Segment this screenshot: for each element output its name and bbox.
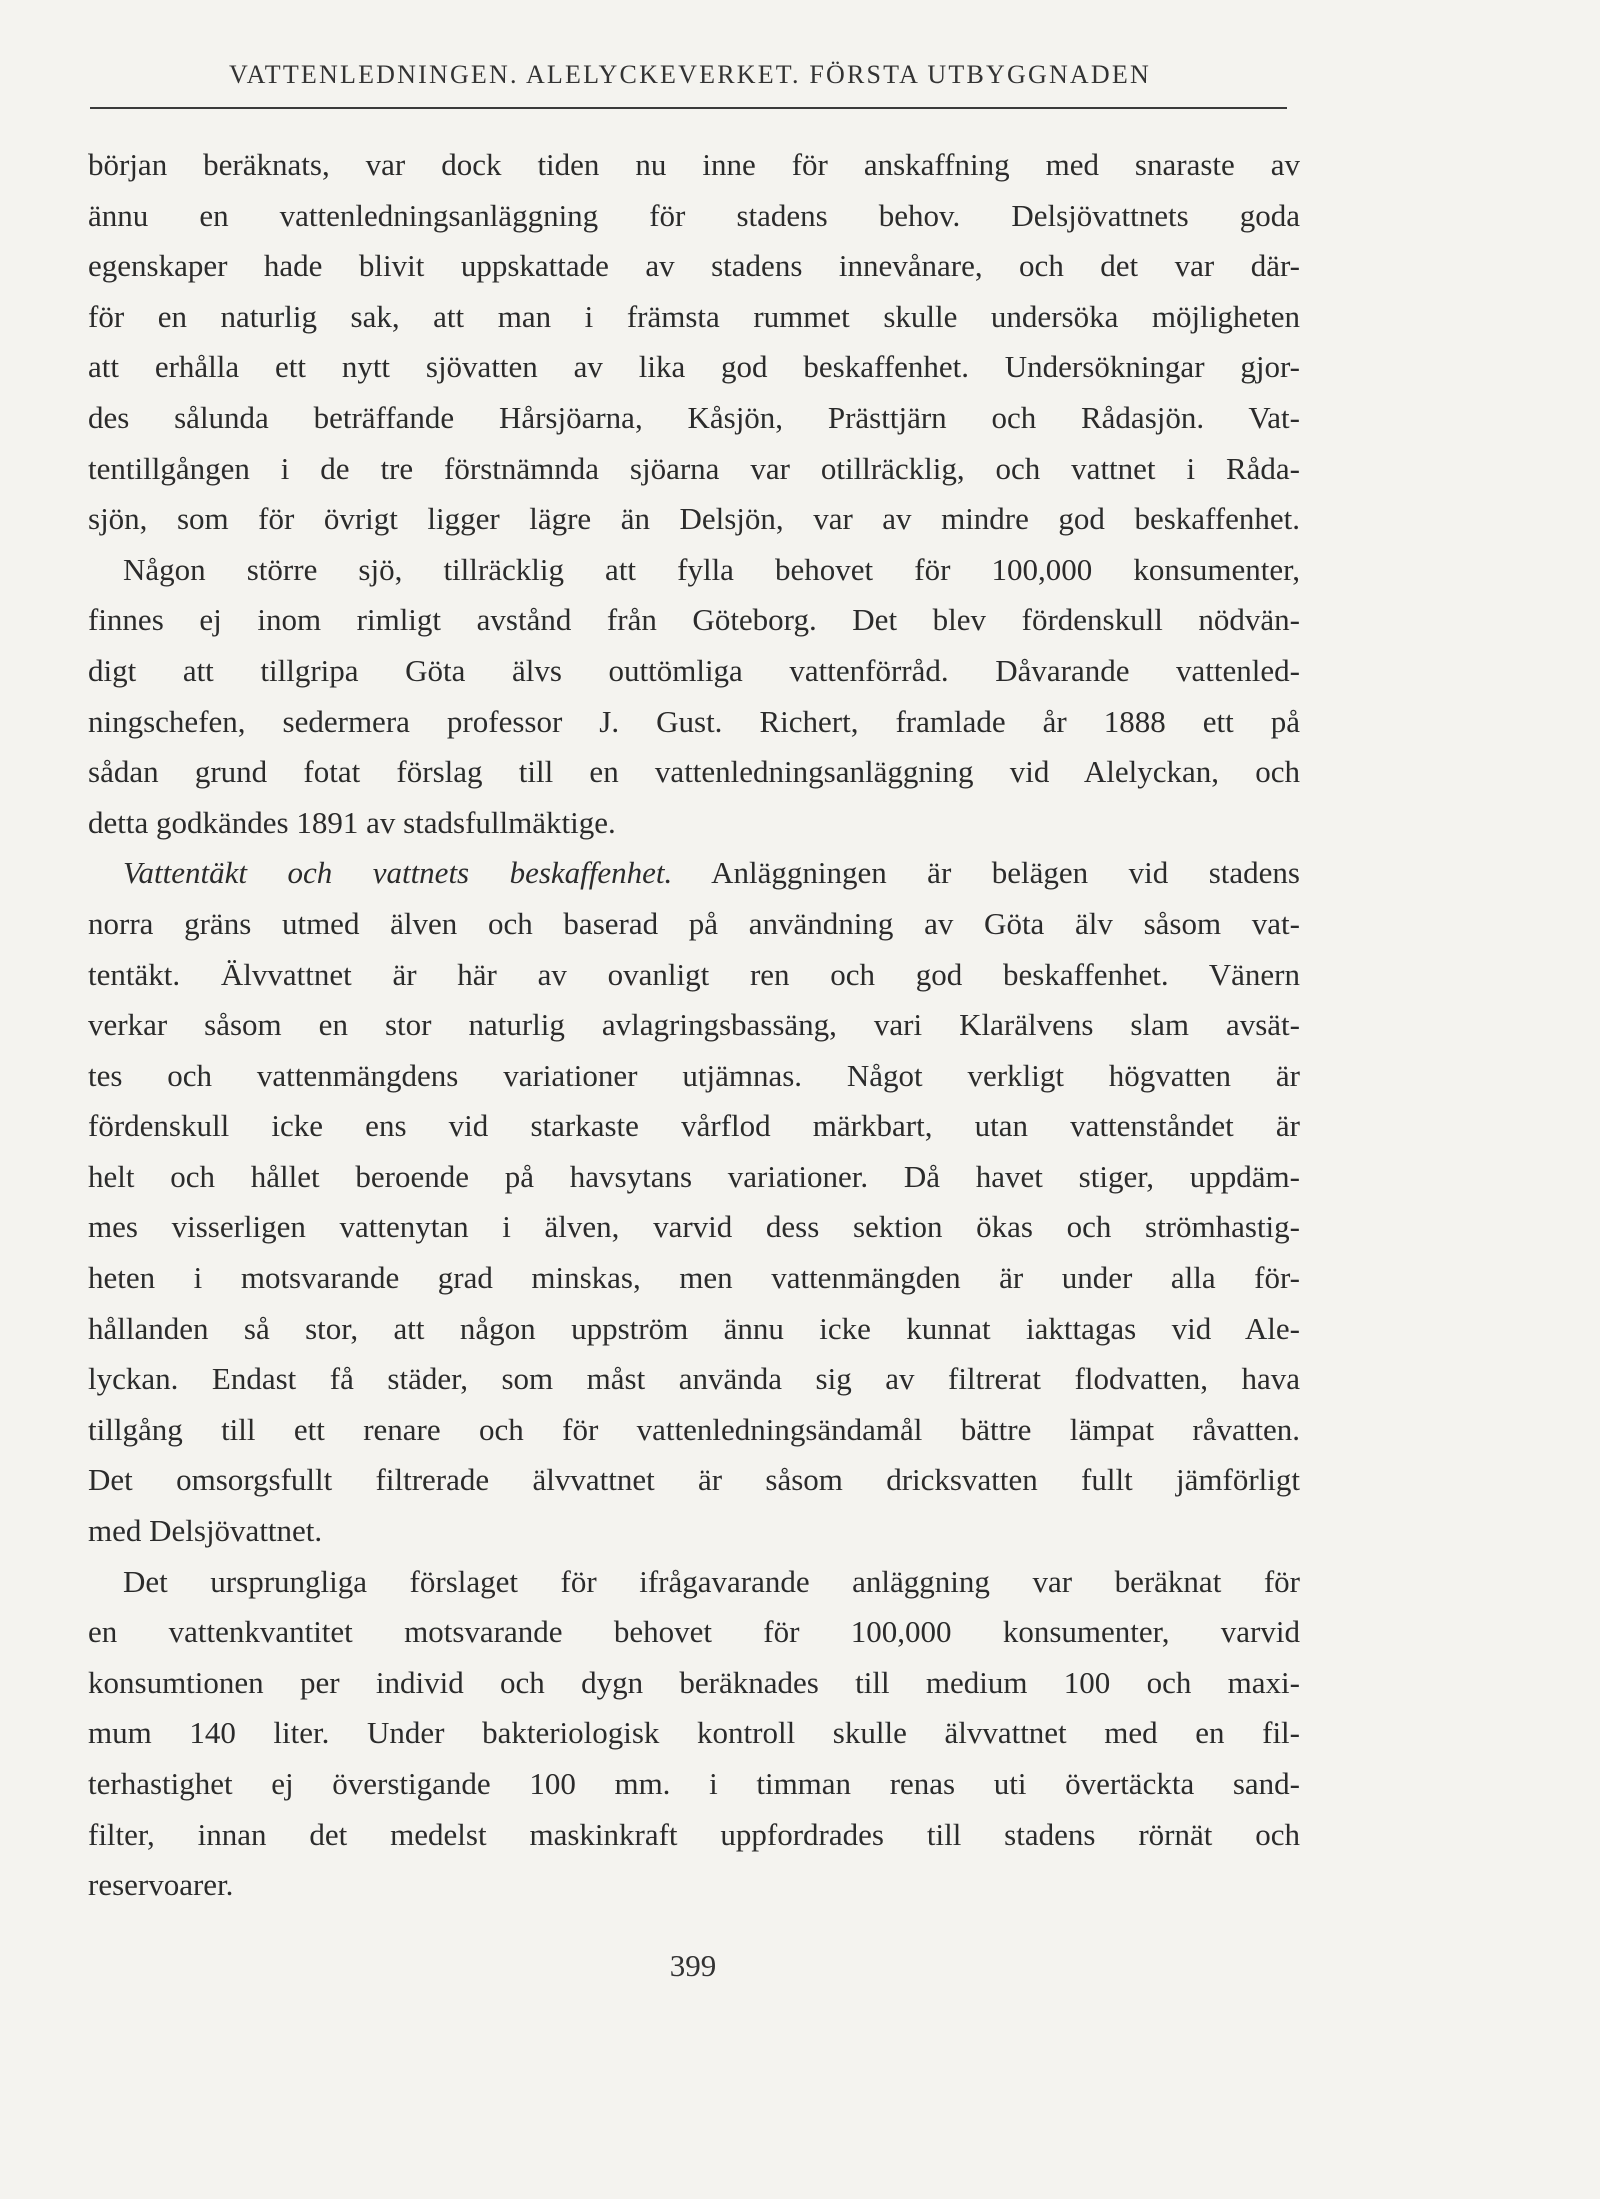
text-line: mes visserligen vattenytan i älven, varvid dess sektion ökas och strömhastig- [88, 1209, 1300, 1245]
text-line: tes och vattenmängdens variationer utjämnas. Något verkligt högvatten är [88, 1057, 1300, 1093]
body-text [88, 140, 1300, 1911]
text-line: att erhålla ett nytt sjövatten av lika god beskaffenhet. Undersökningar gjor- [88, 349, 1300, 385]
text-line: Det omsorgsfullt filtrerade älvvattnet är såsom dricksvatten fullt jämförligt [88, 1462, 1300, 1498]
text-line: verkar såsom en stor naturlig avlagringsbassäng, vari Klarälvens slam avsät- [88, 1007, 1300, 1043]
text-line: ännu en vattenledningsanläggning för stadens behov. Delsjövattnets goda [88, 197, 1300, 233]
header-rule [90, 107, 1287, 109]
text-line: hållanden så stor, att någon uppström ännu icke kunnat iakttagas vid Ale- [88, 1310, 1300, 1346]
text-line: tentillgången i de tre förstnämnda sjöarna var otillräcklig, och vattnet i Råda- [88, 450, 1300, 486]
text-line: sjön, som för övrigt ligger lägre än Delsjön, var av mindre god beskaffenhet. [88, 501, 1300, 537]
text-line: tentäkt. Älvvattnet är här av ovanligt ren och god beskaffenhet. Vänern [88, 956, 1300, 992]
text-line: för en naturlig sak, att man i främsta rummet skulle undersöka möjligheten [88, 298, 1300, 334]
paragraph-start-line: Det ursprungliga förslaget för ifrågavarande anläggning var beräknat för [123, 1563, 1300, 1599]
paragraph-end-line: med Delsjövattnet. [88, 1513, 323, 1549]
text-line: helt och hållet beroende på havsytans variationer. Då havet stiger, uppdäm- [88, 1158, 1300, 1194]
text-line: en vattenkvantitet motsvarande behovet för 100,000 konsumenter, varvid [88, 1614, 1300, 1650]
text-line: norra gräns utmed älven och baserad på användning av Göta älv såsom vat- [88, 905, 1300, 941]
section-heading-continuation: Anläggningen är belägen vid stadens [672, 855, 1300, 891]
text-line: finnes ej inom rimligt avstånd från Göteborg. Det blev fördenskull nödvän- [88, 602, 1300, 638]
page-number: 399 [669, 1948, 717, 1983]
text-line: des sålunda beträffande Hårsjöarna, Kåsjön, Prästtjärn och Rådasjön. Vat- [88, 399, 1300, 435]
text-line: sådan grund fotat förslag till en vattenledningsanläggning vid Alelyckan, och [88, 754, 1300, 790]
paragraph-end-line: reservoarer. [88, 1867, 234, 1903]
text-line: konsumtionen per individ och dygn beräknades till medium 100 och maxi- [88, 1664, 1300, 1700]
text-line: heten i motsvarande grad minskas, men vattenmängden är under alla för- [88, 1260, 1300, 1296]
running-title: VATTENLEDNINGEN. ALELYCKEVERKET. FÖRSTA UTBYGGNADEN [229, 60, 1151, 89]
paragraph-start-line: Någon större sjö, tillräcklig att fylla behovet för 100,000 konsumenter, [123, 551, 1300, 587]
text-line: digt att tillgripa Göta älvs outtömliga vattenförråd. Dåvarande vattenled- [88, 652, 1300, 688]
text-line: ningschefen, sedermera professor J. Gust. Richert, framlade år 1888 ett på [88, 703, 1300, 739]
text-line: mum 140 liter. Under bakteriologisk kontroll skulle älvvattnet med en fil- [88, 1715, 1300, 1751]
paragraph-end-line: detta godkändes 1891 av stadsfullmäktige. [88, 804, 616, 840]
text-line: filter, innan det medelst maskinkraft uppfordrades till stadens rörnät och [88, 1816, 1300, 1852]
text-line: egenskaper hade blivit uppskattade av stadens innevånare, och det var där- [88, 248, 1300, 284]
section-heading-line [88, 848, 1300, 899]
text-line: terhastighet ej överstigande 100 mm. i timman renas uti övertäckta sand- [88, 1766, 1300, 1801]
text-line: lyckan. Endast få städer, som måst använda sig av filtrerat flodvatten, hava [88, 1361, 1300, 1397]
text-line: början beräknats, var dock tiden nu inne för anskaffning med snaraste av [88, 147, 1300, 182]
text-line: fördenskull icke ens vid starkaste vårflod märkbart, utan vattenståndet är [88, 1108, 1300, 1144]
section-heading-italic: Vattentäkt och vattnets beskaffenhet. [123, 855, 673, 891]
text-line: tillgång till ett renare och för vattenledningsändamål bättre lämpat råvatten. [88, 1411, 1300, 1447]
